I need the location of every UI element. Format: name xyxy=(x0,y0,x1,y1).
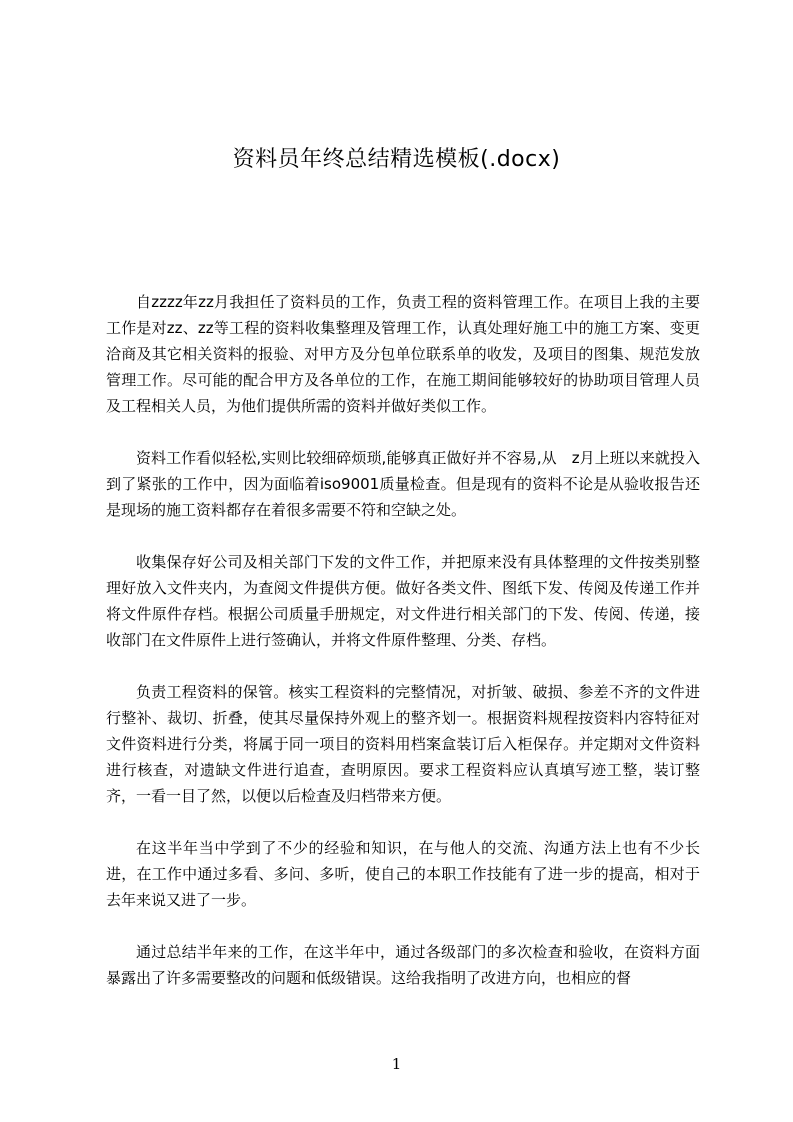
paragraph-2: 资料工作看似轻松,实则比较细碎烦琐,能够真正做好并不容易,从 z月上班以来就投入到了紧张的工作中，因为面临着iso9001质量检查。但是现有的资料不论是从验收报告还是现场的施工资料都存在着很多需要不符和空缺之处。 xyxy=(106,449,700,519)
paragraph-1: 自zzzz年zz月我担任了资料员的工作，负责工程的资料管理工作。在项目上我的主要工作是对zz、zz等工程的资料收集整理及管理工作，认真处理好施工中的施工方案、变更洽商及其它相关资料的报验、对甲方及分包单位联系单的收发，及项目的图集、规范发放管理工作。尽可能的配合甲方及各单位的工作，在施工期间能够较好的协助项目管理人员及工程相关人员，为他们提供所需的资料并做好类似工作。 xyxy=(106,293,700,415)
document-body xyxy=(106,289,700,1017)
document-title: 资料员年终总结精选模板(.docx) xyxy=(232,147,561,172)
page-number: 1 xyxy=(391,1055,402,1073)
paragraph-6: 通过总结半年来的工作，在这半年中，通过各级部门的多次检查和验收，在资料方面暴露出了许多需要整改的问题和低级错误。这给我指明了改进方向，也相应的督 xyxy=(106,943,700,987)
paragraph-3: 收集保存好公司及相关部门下发的文件工作，并把原来没有具体整理的文件按类别整理好放入文件夹内，为查阅文件提供方便。做好各类文件、图纸下发、传阅及传递工作并将文件原件存档。根据公司质量手册规定，对文件进行相关部门的下发、传阅、传递，接收部门在文件原件上进行签确认，并将文件原件整理、分类、存档。 xyxy=(106,553,700,649)
paragraph-5: 在这半年当中学到了不少的经验和知识，在与他人的交流、沟通方法上也有不少长进，在工作中通过多看、多问、多听，使自己的本职工作技能有了进一步的提高，相对于去年来说又进了一步。 xyxy=(106,839,700,909)
paragraph-4: 负责工程资料的保管。核实工程资料的完整情况，对折皱、破损、参差不齐的文件进行整补、裁切、折叠，使其尽量保持外观上的整齐划一。根据资料规程按资料内容特征对文件资料进行分类，将属于同一项目的资料用档案盒装订后入柜保存。并定期对文件资料进行核查，对遗缺文件进行追查，查明原因。要求工程资料应认真填写迹工整，装订整齐，一看一目了然，以便以后检查及归档带来方便。 xyxy=(106,683,700,805)
